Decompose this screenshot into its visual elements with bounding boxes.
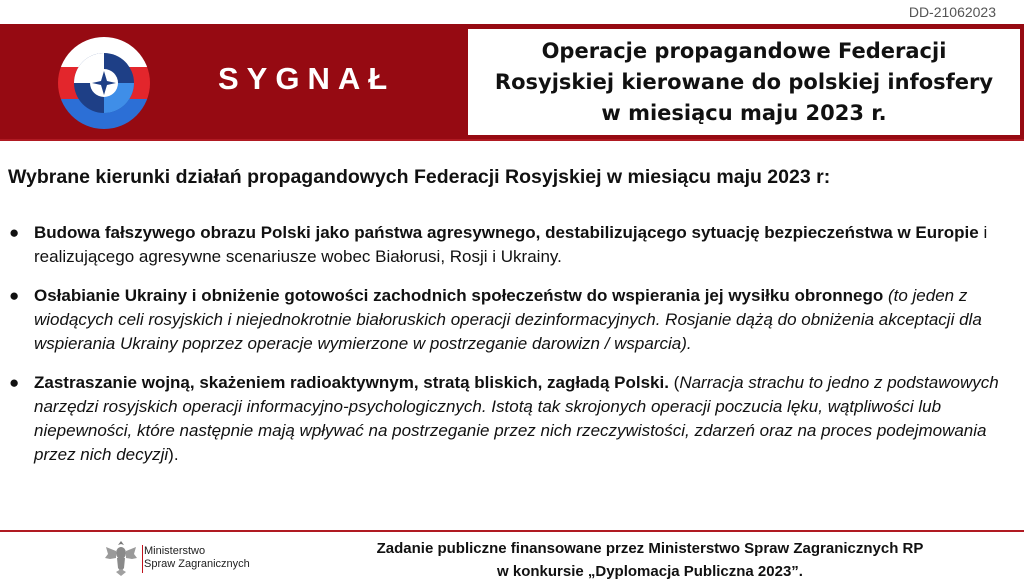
header-divider [0, 139, 1024, 141]
list-item: ● Budowa fałszywego obrazu Polski jako państwa agresywnego, destabilizującego sytuację bezpieczeństwa w Europie i realizującego agresywne scenariusze wobec Białorusi, Rosji i Ukrainy. [9, 223, 988, 266]
bullet-icon: ● [9, 373, 20, 392]
ministry-accent-line [142, 545, 143, 573]
ministry-logo [104, 538, 250, 578]
polish-eagle-icon [104, 538, 138, 578]
funding-note: Zadanie publiczne finansowane przez Ministerstwo Spraw Zagranicznych RP w konkursie „Dyplomacja Publiczna 2023”. [376, 540, 924, 580]
bullet-icon: ● [9, 223, 20, 242]
ministry-name: Ministerstwo Spraw Zagranicznych [144, 545, 250, 571]
page-title: Operacje propagandowe Federacji Rosyjskiej kierowane do polskiej infosfery w miesiącu maju 2023 r. [494, 38, 994, 125]
brand-wordmark: SYGNAŁ [218, 61, 396, 96]
footer-divider [0, 530, 1024, 532]
header-band [0, 24, 1024, 139]
section-heading: Wybrane kierunki działań propagandowych Federacji Rosyjskiej w miesiącu maju 2023 r: [8, 166, 831, 188]
nato-flag-logo-icon [56, 35, 152, 131]
title-box [468, 29, 1020, 135]
bullet-list [0, 221, 1024, 482]
document-id: DD-21062023 [908, 4, 996, 20]
list-item: ● Osłabianie Ukrainy i obniżenie gotowości zachodnich społeczeństw do wspierania jej wysiłku obronnego (to jeden z wiodących celi rosyjskich i niejednokrotnie białoruskich operacji dezinformacyjnych. Rosjanie dążą do obniżenia akceptacji dla wspierania Ukrainy poprzez operacje wymierzone w postrzeganie darowizn / wsparcia). [9, 286, 982, 353]
bullet-icon: ● [9, 286, 20, 305]
list-item: ● Zastraszanie wojną, skażeniem radioaktywnym, stratą bliskich, zagładą Polski. (Narracja strachu to jedno z podstawowych narzędzi rosyjskich operacji informacyjno-psychologicznych. Istotą tak skrojonych operacji poczucia lęku, wątpliwości lub niepewności, które następnie mają wpływać na postrzeganie przez nich rzeczywistości, zdarzeń oraz na proces podejmowania przez nich decyzji). [9, 373, 999, 464]
